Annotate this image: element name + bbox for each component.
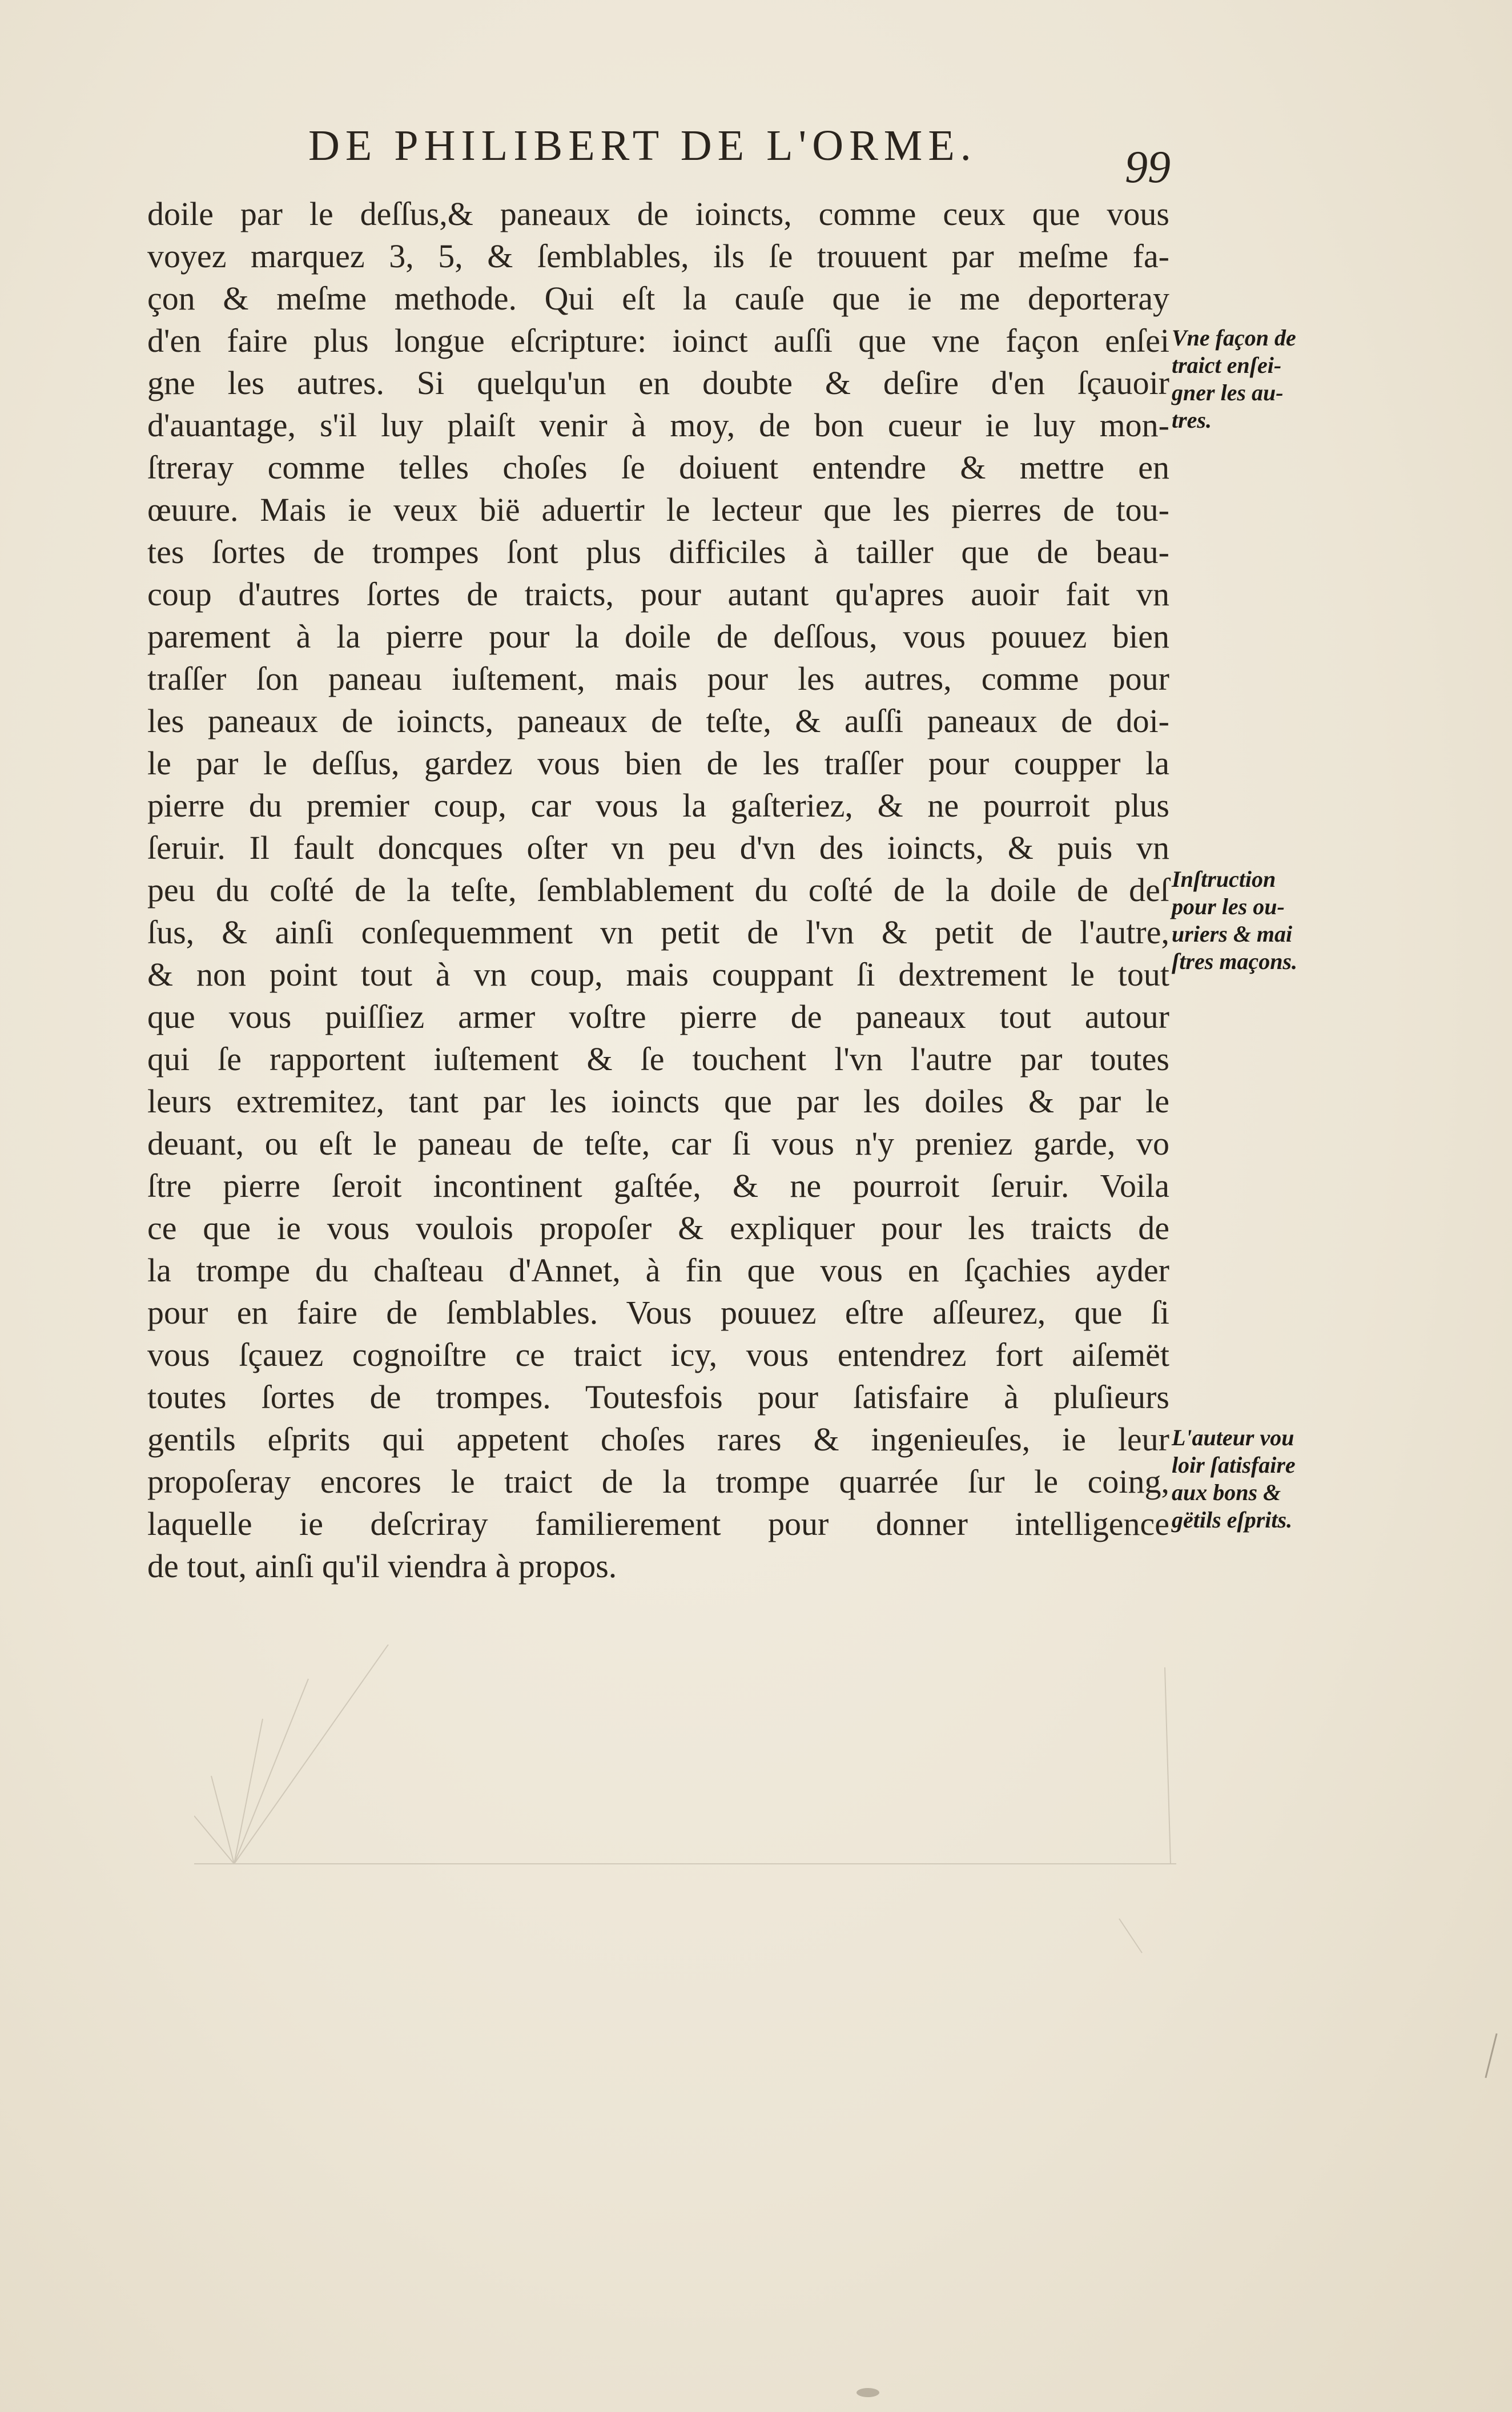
- text-line: pierre du premier coup, car vous la gaſteriez, & ne pourroit plus: [147, 787, 1169, 824]
- text-line: de tout, ainſi qu'il viendra à propos.: [147, 1547, 617, 1585]
- text-line: toutes ſortes de trompes. Toutesfois pour ſatisfaire à pluſieurs: [147, 1378, 1169, 1416]
- running-title: DE PHILIBERT DE L'ORME.: [308, 122, 977, 170]
- faint-vertical: [1165, 1667, 1171, 1864]
- margin-note-line: L'auteur vou: [1172, 1425, 1294, 1450]
- text-line: deuant, ou eſt le paneau de teſte, car ſi vous n'y preniez garde, vo: [147, 1125, 1169, 1162]
- text-line: œuure. Mais ie veux bië aduertir le lecteur que les pierres de tou-: [147, 491, 1169, 528]
- text-line: pour en faire de ſemblables. Vous pouuez eſtre aſſeurez, que ſi: [147, 1294, 1169, 1331]
- margin-note-line: uriers & mai: [1172, 921, 1293, 947]
- margin-note-line: ſtres maçons.: [1172, 948, 1297, 974]
- margin-note-line: gëtils eſprits.: [1172, 1507, 1293, 1533]
- text-line: gentils eſprits qui appetent choſes rares & ingenieuſes, ie leur: [147, 1421, 1169, 1458]
- margin-note-auteur: [1172, 1424, 1320, 1534]
- margin-note-line: Inſtruction: [1172, 866, 1276, 892]
- margin-note-line: aux bons &: [1172, 1480, 1281, 1505]
- text-line: vous ſçauez cognoiſtre ce traict icy, vous entendrez fort aiſemët: [147, 1336, 1169, 1373]
- text-line: ſtreray comme telles choſes ſe doiuent entendre & mettre en: [147, 449, 1169, 486]
- ink-smudge: [856, 2388, 879, 2397]
- margin-note-methode: [1172, 324, 1320, 434]
- text-line: traſſer ſon paneau iuſtement, mais pour les autres, comme pour: [147, 660, 1169, 697]
- faint-ray: [234, 1719, 263, 1864]
- text-line: coup d'autres ſortes de traicts, pour autant qu'apres auoir fait vn: [147, 576, 1169, 613]
- margin-note-instruction: [1172, 866, 1320, 975]
- text-line: d'en faire plus longue eſcripture: ioinct auſſi que vne façon enſei: [147, 322, 1169, 359]
- show-through-diagram: [194, 1645, 1199, 2158]
- page-edge-mark: [1485, 2033, 1497, 2078]
- text-line: tes ſortes de trompes ſont plus difficiles à tailler que de beau-: [147, 533, 1169, 570]
- text-line: ſeruir. Il fault doncques oſter vn peu d'vn des ioincts, & puis vn: [147, 829, 1169, 866]
- page-number: 99: [1125, 142, 1171, 192]
- text-line: voyez marquez 3, 5, & ſemblables, ils ſe trouuent par meſme fa-: [147, 238, 1169, 275]
- text-line: que vous puiſſiez armer voſtre pierre de paneaux tout autour: [147, 998, 1169, 1035]
- text-line: çon & meſme methode. Qui eſt la cauſe que ie me deporteray: [147, 280, 1169, 317]
- margin-note-line: gner les au-: [1172, 380, 1284, 405]
- faint-tick: [1119, 1919, 1142, 1953]
- faint-ray: [234, 1645, 388, 1864]
- text-line: peu du coſté de la teſte, ſemblablement du coſté de la doile de deſ: [147, 871, 1169, 908]
- faint-ray: [234, 1679, 308, 1864]
- margin-note-line: traict enſei-: [1172, 352, 1282, 378]
- text-line: le par le deſſus, gardez vous bien de les traſſer pour coupper la: [147, 745, 1169, 782]
- text-line: & non point tout à vn coup, mais couppant ſi dextrement le tout: [147, 956, 1169, 993]
- text-line: ſtre pierre ſeroit incontinent gaſtée, & ne pourroit ſeruir. Voila: [147, 1167, 1169, 1204]
- text-line: d'auantage, s'il luy plaiſt venir à moy, de bon cueur ie luy mon-: [147, 407, 1169, 444]
- margin-note-line: pour les ou-: [1172, 894, 1285, 919]
- margin-note-line: Vne façon de: [1172, 325, 1296, 351]
- text-line: laquelle ie deſcriray familierement pour donner intelligence: [147, 1505, 1169, 1542]
- margin-note-line: loir ſatisfaire: [1172, 1452, 1296, 1478]
- text-line: les paneaux de ioincts, paneaux de teſte, & auſſi paneaux de doi-: [147, 702, 1169, 739]
- margin-note-line: tres.: [1172, 407, 1212, 433]
- text-line: parement à la pierre pour la doile de deſſous, vous pouuez bien: [147, 618, 1169, 655]
- text-line: leurs extremitez, tant par les ioincts que par les doiles & par le: [147, 1083, 1169, 1120]
- text-line: ſus, & ainſi conſequemment vn petit de l'vn & petit de l'autre,: [147, 914, 1169, 951]
- text-line: doile par le deſſus,& paneaux de ioincts, comme ceux que vous: [147, 195, 1169, 232]
- text-line: ce que ie vous voulois propoſer & expliquer pour les traicts de: [147, 1209, 1169, 1247]
- text-line: propoſeray encores le traict de la trompe quarrée ſur le coing,: [147, 1463, 1169, 1500]
- main-text-block: [147, 193, 1169, 1587]
- text-line: qui ſe rapportent iuſtement & ſe touchent l'vn l'autre par toutes: [147, 1040, 1169, 1078]
- text-line: gne les autres. Si quelqu'un en doubte & deſire d'en ſçauoir: [147, 364, 1169, 401]
- text-line: la trompe du chaſteau d'Annet, à fin que vous en ſçachies ayder: [147, 1252, 1169, 1289]
